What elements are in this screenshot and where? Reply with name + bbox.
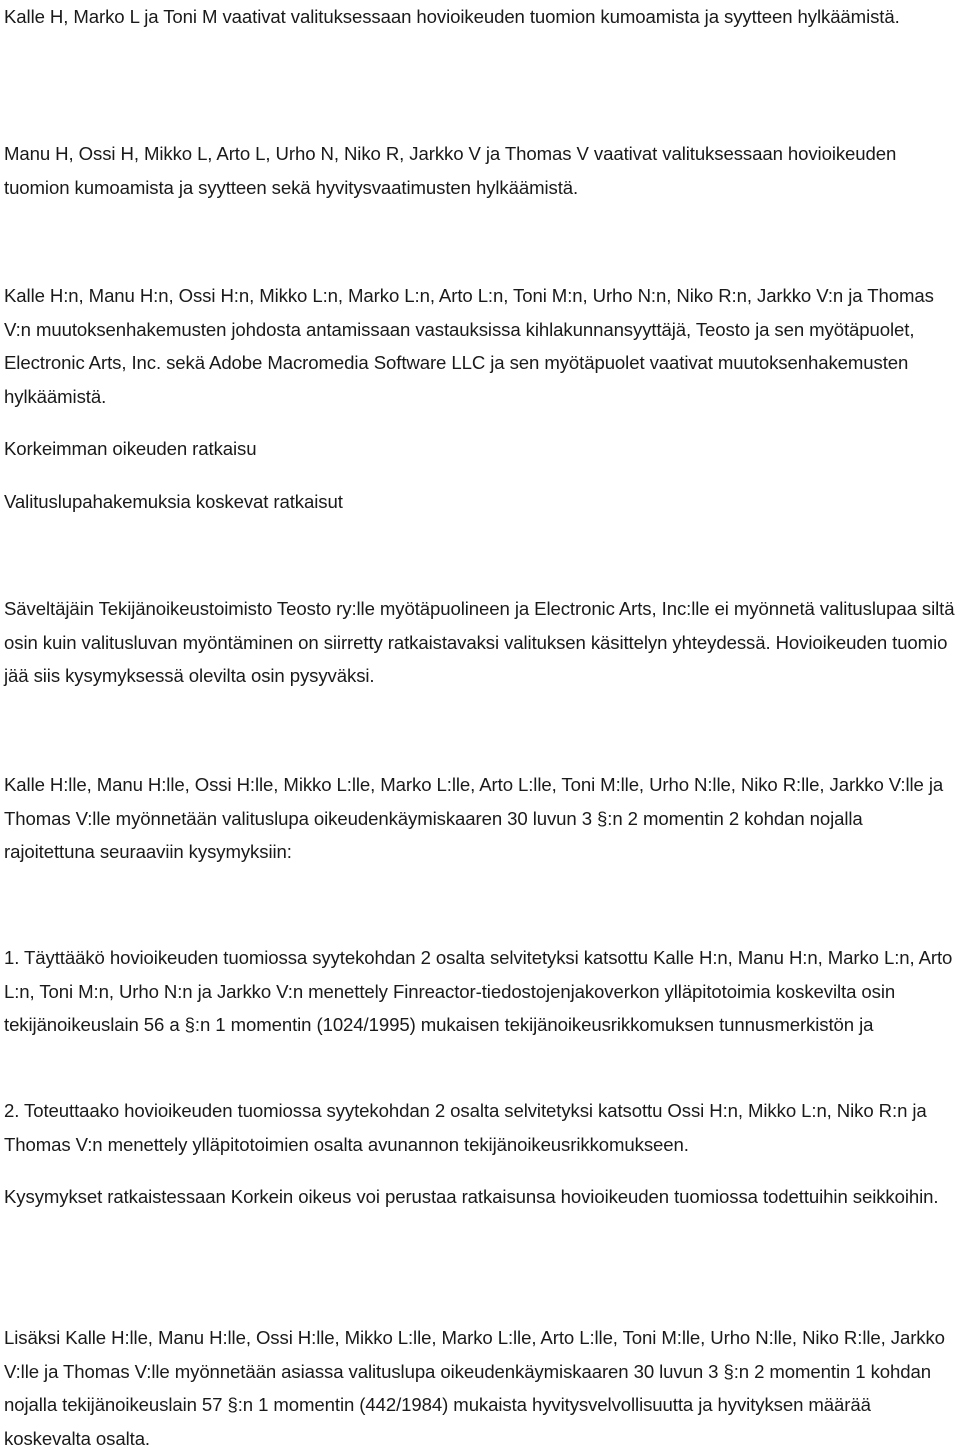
section-subheading-leave-to-appeal: Valituslupahakemuksia koskevat ratkaisut — [4, 491, 343, 512]
paragraph-responses: Kalle H:n, Manu H:n, Ossi H:n, Mikko L:n, Marko L:n, Arto L:n, Toni M:n, Urho N:n, Niko R:n, Jarkko V:n ja Thomas V:n muutoksenhakemusten johdosta antamissaan vastauksissa kihlakunnansyyttäjä, Teosto ja sen myötäpuolet, Electronic Arts, Inc. sekä Adobe Macromedia Software LLC ja sen myötäpuolet vaativat muutoksenhakemusten hylkäämistä. — [4, 285, 934, 407]
section-heading-decision: Korkeimman oikeuden ratkaisu — [4, 438, 257, 459]
paragraph-leave-denied: Säveltäjäin Tekijänoikeustoimisto Teosto ry:lle myötäpuolineen ja Electronic Arts, Inc:lle ei myönnetä valituslupaa siltä osin kuin valitusluvan myöntäminen on siirretty ratkaistavaksi valituksen käsittelyn yhteydessä. Hovioikeuden tuomio jää siis kysymyksessä olevilta osin pysyväksi. — [4, 598, 955, 687]
paragraph-question-2: 2. Toteuttaako hovioikeuden tuomiossa syytekohdan 2 osalta selvitetyksi katsottu Ossi H:n, Mikko L:n, Niko R:n ja Thomas V:n menettely ylläpitotoimien osalta avunannon tekijänoikeusrikkomukseen. — [4, 1100, 927, 1155]
paragraph-additional-leave: Lisäksi Kalle H:lle, Manu H:lle, Ossi H:lle, Mikko L:lle, Marko L:lle, Arto L:lle, Toni M:lle, Urho N:lle, Niko R:lle, Jarkko V:lle ja Thomas V:lle myönnetään asiassa valituslupa oikeudenkäymiskaaren 30 luvun 3 §:n 2 momentin 1 kohdan nojalla tekijänoikeuslain 57 §:n 1 momentin (442/1984) mukaista hyvitysvelvollisuutta ja hyvityksen määrää koskevalta osalta. — [4, 1327, 945, 1449]
paragraph-appeal-others: Manu H, Ossi H, Mikko L, Arto L, Urho N, Niko R, Jarkko V ja Thomas V vaativat valituksessaan hovioikeuden tuomion kumoamista ja syytteen sekä hyvitysvaatimusten hylkäämistä. — [4, 143, 897, 198]
paragraph-question-1: 1. Täyttääkö hovioikeuden tuomiossa syytekohdan 2 osalta selvitetyksi katsottu Kalle H:n, Manu H:n, Marko L:n, Arto L:n, Toni M:n, Urho N:n ja Jarkko V:n menettely Finreactor-tiedostojenjakoverkon ylläpitotoimia koskevilta osin tekijänoikeuslain 56 a §:n 1 momentin (1024/1995) mukaisen tekijänoikeusrikkomuksen tunnusmerkistön ja — [4, 947, 953, 1036]
paragraph-leave-granted: Kalle H:lle, Manu H:lle, Ossi H:lle, Mikko L:lle, Marko L:lle, Arto L:lle, Toni M:lle, Urho N:lle, Niko R:lle, Jarkko V:lle ja Thomas V:lle myönnetään valituslupa oikeudenkäymiskaaren 30 luvun 3 §:n 2 momentin 2 kohdan nojalla rajoitettuna seuraaviin kysymyksiin: — [4, 774, 944, 863]
paragraph-questions-basis: Kysymykset ratkaistessaan Korkein oikeus voi perustaa ratkaisunsa hovioikeuden tuomiossa todettuihin seikkoihin. — [4, 1186, 939, 1207]
paragraph-appeal-kalle-marko-toni: Kalle H, Marko L ja Toni M vaativat valituksessaan hovioikeuden tuomion kumoamista ja syytteen hylkäämistä. — [4, 6, 900, 27]
